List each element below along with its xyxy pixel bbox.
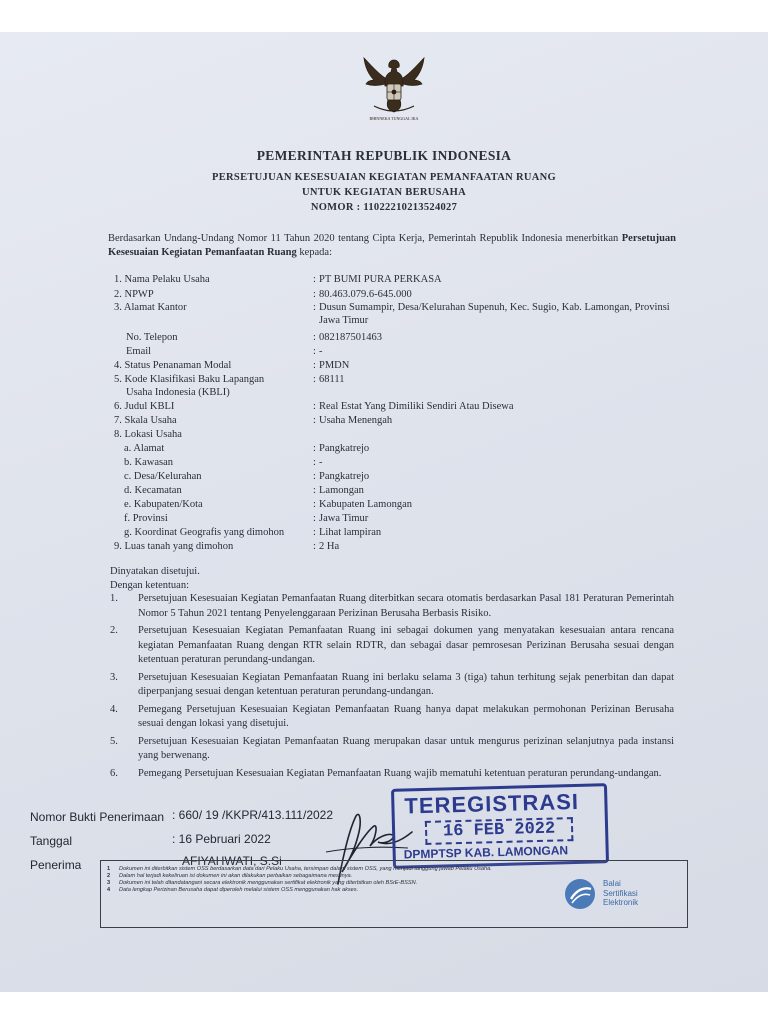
field-label: 3. Alamat Kantor <box>114 302 187 313</box>
field-value: Lihat lampiran <box>319 527 382 538</box>
field-label: Email <box>126 346 152 357</box>
note-item: 2 Dalam hal terjadi kekeliruan isi dokumen ini akan dilakukan perbaikan sebagaimana mestinya. <box>107 873 353 879</box>
condition-text: Persetujuan Kesesuaian Kegiatan Pemanfaatan Ruang merupakan dasar untuk mengurus perizinan selanjutnya pada instansi yang berwenang. <box>138 735 674 761</box>
approval-statement: Dinyatakan disetujui. <box>110 566 200 577</box>
receipt-number-value: : 660/ 19 /KKPR/413.111/2022 <box>172 808 334 822</box>
intro-text: Berdasarkan Undang-Undang Nomor 11 Tahun 2020 tentang Cipta Kerja, Pemerintah Republik Indonesia menerbitkan <box>108 233 622 244</box>
field-label: 6. Judul KBLI <box>114 401 175 412</box>
registration-stamp <box>391 783 609 869</box>
condition-text: Persetujuan Kesesuaian Kegiatan Pemanfaatan Ruang ini sebagai dokumen yang menyatakan kesesuaian antara rencana kegiatan Pemanfaatan Ruang dengan RTR selain RDTR, dan sebagai dasar pemrosesan Perizinan Berusaha sesuai dengan ketentuan peraturan perundang-undangan. <box>138 625 674 665</box>
field-label: f. Provinsi <box>124 513 168 524</box>
field-label: 8. Lokasi Usaha <box>114 429 182 440</box>
note-text: Dokumen ini telah ditandatangani secara elektronik menggunakan sertifikat elektronik yang diterbitkan oleh BSrE-BSSN. <box>119 880 418 886</box>
condition-item: 1. Persetujuan Kesesuaian Kegiatan Pemanfaatan Ruang diterbitkan secara otomatis berdasarkan Pasal 181 Peraturan Pemerintah Nomor 5 Tahun 2021 tentang Penyelenggaraan Perizinan Berusaha Berbasis Risiko. <box>110 592 674 621</box>
bottom-background <box>0 992 768 1024</box>
condition-text: Pemegang Persetujuan Kesesuaian Kegiatan Pemanfaatan Ruang wajib mematuhi ketentuan peraturan perundang-undangan. <box>138 767 662 779</box>
field-label: d. Kecamatan <box>124 485 182 496</box>
conditions-list <box>110 592 674 784</box>
field-label: 4. Status Penanaman Modal <box>114 360 232 371</box>
field-value: Jawa Timur <box>319 513 369 524</box>
field-value: PT BUMI PURA PERKASA <box>319 274 442 285</box>
condition-item: 2. Persetujuan Kesesuaian Kegiatan Pemanfaatan Ruang ini sebagai dokumen yang menyatakan kesesuaian antara rencana kegiatan Pemanfaatan Ruang dengan RTR selain RDTR, dan sebagai dasar pemrosesan Perizinan Berusaha sesuai dengan ketentuan peraturan perundang-undangan. <box>110 624 674 668</box>
field-label: g. Koordinat Geografis yang dimohon <box>124 527 285 538</box>
stamp-office: DPMPTSP KAB. LAMONGAN <box>403 843 569 862</box>
note-item: 4 Data lengkap Perizinan Berusaha dapat diperoleh melalui sistem OSS menggunakan hak akses. <box>107 887 359 893</box>
bsre-line2: Sertifikasi <box>603 888 638 898</box>
top-background <box>0 0 768 32</box>
field-label: No. Telepon <box>126 332 178 343</box>
condition-item: 4. Pemegang Persetujuan Kesesuaian Kegiatan Pemanfaatan Ruang hanya dapat melakukan permohonan Perizinan Berusaha sesuai dengan lokasi yang disetujui. <box>110 703 674 732</box>
document-title-line1: PERSETUJUAN KESESUAIAN KEGIATAN PEMANFAATAN RUANG <box>212 172 556 183</box>
emblem-motto: BHINNEKA TUNGGAL IKA <box>369 116 419 121</box>
field-value: Real Estat Yang Dimiliki Sendiri Atau Disewa <box>319 401 514 412</box>
field-value: Kabupaten Lamongan <box>319 499 413 510</box>
field-label: c. Desa/Kelurahan <box>124 471 202 482</box>
condition-text: Pemegang Persetujuan Kesesuaian Kegiatan Pemanfaatan Ruang hanya dapat melakukan permohonan Perizinan Berusaha sesuai dengan lokasi yang disetujui. <box>138 703 674 729</box>
government-heading: PEMERINTAH REPUBLIK INDONESIA <box>256 148 512 163</box>
stamp-date: 16 FEB 2022 <box>425 817 574 845</box>
field-value: Lamongan <box>319 485 364 496</box>
document-title-line2: UNTUK KEGIATAN BERUSAHA <box>301 187 467 198</box>
receiver-value: AFIYAHWATI, S.Si <box>182 854 282 868</box>
field-label: 9. Luas tanah yang dimohon <box>114 541 234 552</box>
intro-paragraph <box>108 232 676 260</box>
field-label: a. Alamat <box>124 443 165 454</box>
field-value: PMDN <box>319 360 350 371</box>
bsre-logo-icon <box>563 877 597 911</box>
receipt-number-label: Nomor Bukti Penerimaan <box>30 810 165 824</box>
field-label: 5. Kode Klasifikasi Baku Lapangan <box>114 374 265 385</box>
bsre-line3: Elektronik <box>603 898 639 907</box>
intro-tail: kepada: <box>296 247 332 258</box>
condition-item: 6. Pemegang Persetujuan Kesesuaian Kegiatan Pemanfaatan Ruang wajib mematuhi ketentuan peraturan perundang-undangan. <box>110 767 674 782</box>
condition-text: Persetujuan Kesesuaian Kegiatan Pemanfaatan Ruang diterbitkan secara otomatis berdasarkan Pasal 181 Peraturan Pemerintah Nomor 5 Tahun 2021 tentang Penyelenggaraan Perizinan Berusaha Berbasis Risiko. <box>138 593 674 619</box>
intro-bold: Persetujuan Kesesuaian Kegiatan Pemanfaatan Ruang <box>108 233 676 258</box>
stamp-title: TEREGISTRASI <box>404 788 580 819</box>
document-page: BHINNEKA TUNGGAL IKA PEMERINTAH REPUBLIK INDONESIA PERSETUJUAN KESESUAIAN KEGIATAN PEMANFAATAN RUANG UNTUK KEGIATAN BERUSAHA NOMOR : 11022210213524027 Berdasarkan Undang-Undang Nomor 11 Tahun 2020 tentang Cipta Kerja, Pemerintah Republik Indonesia menerbitkan Persetujuan Kesesuaian Kegiatan Pemanfaatan Ruang kepada: 1. Nama Pelaku Usaha : PT BUMI PURA PERKASA 2. NPWP : 80.463.079.6-645.000 3. Alamat Kantor : Dusun Sumampir, Desa/Kelurahan Supenuh, Kec. Sugio, Kab. Lamongan, Provinsi Jawa Timur No. Telepon : 082187501463 Email : - 4. Status Penanaman Modal : PMDN 5. Kode Klasifikasi Baku Lapangan Usaha Indonesia (KBLI) : 68111 6. Judul KBLI : Real Estat Yang Dimiliki Sendiri Atau Disewa 7. Skala Usaha : Usaha Menengah 8. Lokasi Usaha a. Alamat : Pangkatrejo b. Kawasan : - c. Desa/Kelurahan : Pangkatrejo d. Kecamatan : Lamongan e. Kabupaten/Kota : Kabupaten Lamongan f. Provinsi : Jawa Timur g. Koordinat Geografis yang dimohon : Lihat lampiran 9. Luas tanah yang dimohon : 2 Ha Dinyatakan disetujui. Dengan ketentuan: 1. Persetujuan Kesesuaian Kegiatan Pemanfaatan Ruang diterbitkan secara otomatis berdasarkan Pasal 181 Peraturan Pemerintah Nomor 5 Tahun 2021 tentang Penyelenggaraan Perizinan Berusaha Berbasis Risiko. 2. Persetujuan Kesesuaian Kegiatan Pemanfaatan Ruang ini sebagai dokumen yang menyatakan kesesuaian antara rencana kegiatan Pemanfaatan Ruang dengan RTR selain RDTR, dan sebagai dasar pemrosesan Perizinan Berusaha sesuai dengan ketentuan peraturan perundang-undangan. 3. Persetujuan Kesesuaian Kegiatan Pemanfaatan Ruang ini berlaku selama 3 (tiga) tahun terhitung sejak penerbitan dan dapat diperpanjang sesuai dengan ketentuan peraturan perundang-undangan. 4. Pemegang Persetujuan Kesesuaian Kegiatan Pemanfaatan Ruang hanya dapat melakukan permohonan Perizinan Berusaha sesuai dengan lokasi yang disetujui. 5. Persetujuan Kesesuaian Kegiatan Pemanfaatan Ruang merupakan dasar untuk mengurus perizinan selanjutnya pada instansi yang berwenang. 6. Pemegang Persetujuan Kesesuaian Kegiatan Pemanfaatan Ruang wajib mematuhi ketentuan peraturan perundang-undangan. Nomor Bukti Penerimaan : 660/ 19 /KKPR/413.111/2022 Tanggal : 16 Pebruari 2022 Penerima AFIYAHWATI, S.Si TEREGISTRASI 16 FEB 2022 DPMPTSP KAB. LAMONGAN 1 Dokumen ini diterbitkan sistem OSS berdasarkan data dari Pelaku Usaha, tersimpan dalam sistem OSS, yang menjadi tanggung jawab Pelaku Usaha. 2 Dalam hal terjadi kekeliruan isi dokumen ini akan dilakukan perbaikan sebagaimana mestinya. 3 Dokumen ini telah ditandatangani secara elektronik menggunakan sertifikat elektronik yang diterbitkan oleh BSrE-BSSN. 4 Data lengkap Perizinan Berusaha dapat diperoleh melalui sistem OSS menggunakan hak akses. Balai Sertifikasi Elektronik <box>0 32 768 992</box>
condition-item: 3. Persetujuan Kesesuaian Kegiatan Pemanfaatan Ruang ini berlaku selama 3 (tiga) tahun terhitung sejak penerbitan dan dapat diperpanjang sesuai dengan ketentuan peraturan perundang-undangan. <box>110 671 674 700</box>
field-value: Pangkatrejo <box>319 471 370 482</box>
field-value: 80.463.079.6-645.000 <box>319 289 412 300</box>
field-value: - <box>319 457 323 468</box>
field-label: 7. Skala Usaha <box>114 415 177 426</box>
garuda-emblem-icon <box>358 54 430 122</box>
note-item: 1 Dokumen ini diterbitkan sistem OSS berdasarkan data dari Pelaku Usaha, tersimpan dalam sistem OSS, yang menjadi tanggung jawab Pelaku Usaha. <box>107 866 492 872</box>
field-value: Dusun Sumampir, Desa/Kelurahan Supenuh, Kec. Sugio, Kab. Lamongan, Provinsi Jawa Timur <box>319 302 670 326</box>
receipt-date-value: : 16 Pebruari 2022 <box>172 832 271 846</box>
note-item: 3 Dokumen ini telah ditandatangani secara elektronik menggunakan sertifikat elektronik yang diterbitkan oleh BSrE-BSSN. <box>107 880 418 886</box>
field-value: 68111 <box>319 374 345 385</box>
notes-box <box>100 860 688 928</box>
conditions-title: Dengan ketentuan: <box>110 580 190 591</box>
field-value: - <box>319 346 323 357</box>
condition-text: Persetujuan Kesesuaian Kegiatan Pemanfaatan Ruang ini berlaku selama 3 (tiga) tahun terhitung sejak penerbitan dan dapat diperpanjang sesuai dengan ketentuan peraturan perundang-undangan. <box>138 671 674 697</box>
receipt-date-label: Tanggal <box>30 834 73 848</box>
notes-list <box>107 866 557 894</box>
field-label: e. Kabupaten/Kota <box>124 499 203 510</box>
field-label: 1. Nama Pelaku Usaha <box>114 274 210 285</box>
condition-item: 5. Persetujuan Kesesuaian Kegiatan Pemanfaatan Ruang merupakan dasar untuk mengurus perizinan selanjutnya pada instansi yang berwenang. <box>110 735 674 764</box>
bsre-badge <box>563 871 681 921</box>
note-text: Dalam hal terjadi kekeliruan isi dokumen ini akan dilakukan perbaikan sebagaimana mestinya. <box>119 873 353 879</box>
field-label: 2. NPWP <box>114 289 154 300</box>
field-label-continued: Usaha Indonesia (KBLI) <box>126 387 230 398</box>
bsre-line1: Balai <box>603 879 621 888</box>
field-value: 2 Ha <box>319 541 340 552</box>
note-text: Data lengkap Perizinan Berusaha dapat diperoleh melalui sistem OSS menggunakan hak akses. <box>119 887 359 893</box>
field-value: 082187501463 <box>319 332 382 343</box>
field-value: Usaha Menengah <box>319 415 393 426</box>
document-number: NOMOR : 11022210213524027 <box>310 202 458 213</box>
field-value: Pangkatrejo <box>319 443 370 454</box>
receiver-label: Penerima <box>30 858 82 872</box>
field-label: b. Kawasan <box>124 457 173 468</box>
note-text: Dokumen ini diterbitkan sistem OSS berdasarkan data dari Pelaku Usaha, tersimpan dalam sistem OSS, yang menjadi tanggung jawab Pelaku Usaha. <box>119 866 492 872</box>
